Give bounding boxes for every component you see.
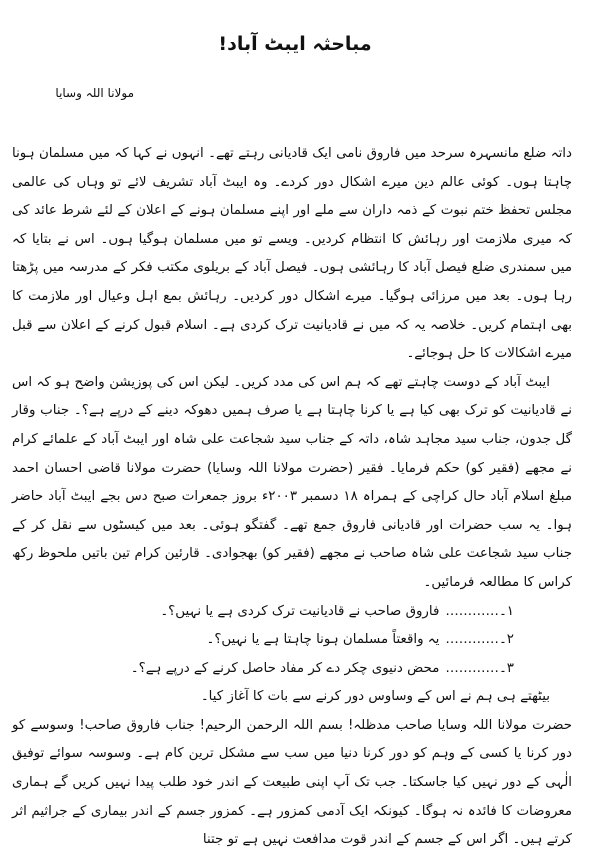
- question-item-3: [12, 655, 572, 684]
- question-text: محض دنیوی چکر دے کر مفاد حاصل کرنے کے درپے ہے؟۔: [130, 660, 440, 676]
- closing-line: بیٹھتے ہی ہم نے اس کے وساوس دور کرنے سے بات کا آغاز کیا۔: [200, 689, 550, 705]
- paragraph-2: ایبٹ آباد کے دوست چاہتے تھے کہ ہم اس کی مدد کریں۔ لیکن اس کی پوزیشن واضح ہو کہ اس نے قادیانیت کو ترک بھی کیا ہے یا کرنا چاہتا ہے یا صرف ہمیں دھوکہ دینے کے درپے ہے؟۔ جناب وقار گل جدون، جناب سید مجاہد شاہ، داتہ کے جناب سید شجاعت علی شاہ اور ایبٹ آباد کے علمائے کرام نے مجھے (فقیر کو) حکم فرمایا۔ فقیر (حضرت مولانا اللہ وسایا) حضرت مولانا قاضی احسان احمد مبلغ اسلام آباد حال کراچی کے ہمراہ ۱۸ دسمبر ۲۰۰۳ء بروز جمعرات صبح دس بجے ایبٹ آباد حاضر ہوا۔ یہ سب حضرات اور قادیانی فاروق جمع تھے۔ گفتگو ہوئی۔ بعد میں کیسٹوں سے نقل کر کے جناب سید شجاعت علی شاہ صاحب نے مجھے (فقیر کو) بھجوادی۔ قارئین کرام تین باتیں ملحوظ رکھ کراس کا مطالعہ فرمائیں۔: [12, 374, 572, 590]
- question-list: [12, 598, 572, 684]
- question-number: ۱۔…………: [445, 603, 514, 619]
- question-number: ۳۔…………: [445, 660, 514, 676]
- question-number: ۲۔…………: [445, 632, 514, 648]
- question-item-1: [12, 598, 572, 627]
- final-paragraph: حضرت مولانا اللہ وسایا صاحب مدظلہ! بسم اللہ الرحمن الرحیم! جناب فاروق صاحب! وسوسے کو دور کرنا یا کسی کے وہم کو دور کرنا دنیا میں سب سے مشکل ترین کام ہے۔ وسوسہ سوائے توفیق الٰہی کے دور نہیں کیا جاسکتا۔ جب تک آپ اپنی طبیعت کے اندر خود طلب پیدا نہیں کریں گے ہماری معروضات کا فائدہ نہ ہوگا۔ کیونکہ ایک آدمی کمزور ہے۔ کمزور جسم کے اندر بیماری کے جراثیم اثر کرتے ہیں۔ اگر اس کے جسم کے اندر قوت مدافعت نہیں ہے تو جتنا: [12, 717, 572, 848]
- question-item-2: [12, 626, 572, 655]
- question-text: یہ واقعتاً مسلمان ہونا چاہتا ہے یا نہیں؟۔: [206, 632, 440, 648]
- question-text: فاروق صاحب نے قادیانیت ترک کردی ہے یا نہیں؟۔: [160, 603, 440, 619]
- paragraph-1: داتہ ضلع مانسہرہ سرحد میں فاروق نامی ایک قادیانی رہتے تھے۔ انہوں نے کہا کہ میں مسلمان ہونا چاہتا ہوں۔ کوئی عالم دین میرے اشکال دور کردے۔ وہ ایبٹ آباد تشریف لائے تو وہاں کی عالمی مجلس تحفظ ختم نبوت کے ذمہ داران سے ملے اور اپنے مسلمان ہونے کے اعلان کے لئے شرط عائد کی کہ میری ملازمت اور رہائش کا انتظام کردیں۔ ویسے تو میں مسلمان ہوگیا ہوں۔ اس نے بتایا کہ میں سمندری ضلع فیصل آباد کا رہائشی ہوں۔ فیصل آباد کے بریلوی مکتب فکر کے مدرسہ میں پڑھتا رہا ہوں۔ بعد میں مرزائی ہوگیا۔ میرے اشکال دور کردیں۔ رہائش بمع اہل وعیال اور ملازمت کا بھی اہتمام کریں۔ خلاصہ یہ کہ میں نے قادیانیت ترک کردی ہے۔ اسلام قبول کرنے کے اعلان سے قبل میرے اشکالات کا حل ہوجائے۔: [12, 146, 572, 362]
- author-name: مولانا اللہ وسایا: [55, 86, 134, 100]
- article-title: مباحثہ ایبٹ آباد!: [218, 33, 372, 55]
- article-body: [12, 140, 572, 855]
